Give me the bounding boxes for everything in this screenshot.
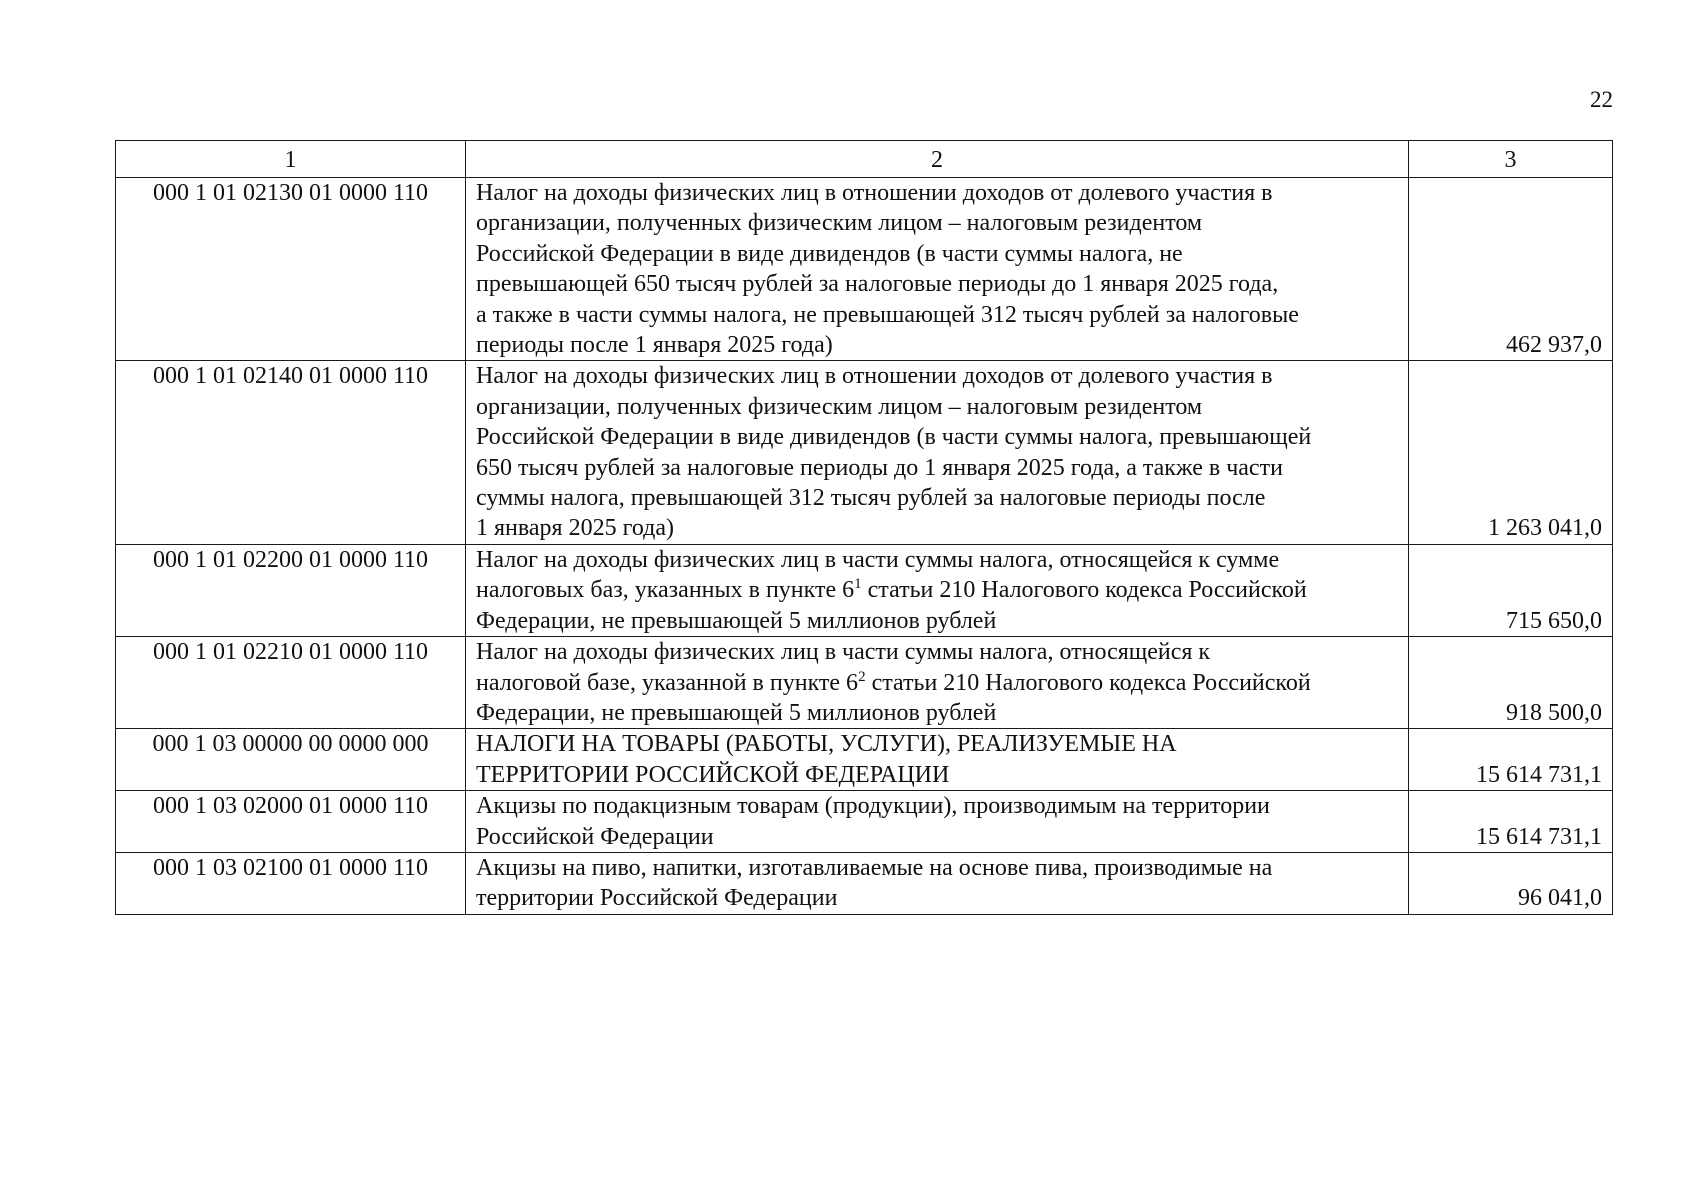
revenue-name-line: а также в части суммы налога, не превышающей 312 тысяч рублей за налоговые [476,301,1299,328]
table-row [116,544,1613,636]
table-row [116,361,1613,544]
revenue-name-line: Федерации, не превышающей 5 миллионов рублей [476,699,997,726]
superscript-index: 1 [854,576,862,593]
revenue-name-cell [466,729,1409,791]
table-row [116,729,1613,791]
revenue-name-line: 650 тысяч рублей за налоговые периоды до 1 января 2025 года, а также в части [476,454,1283,481]
budget-code-cell: 000 1 01 02210 01 0000 110 [116,637,466,729]
revenue-name-cell [466,361,1409,544]
page-number: 22 [1590,87,1613,112]
table-row [116,637,1613,729]
amount-cell: 96 041,0 [1409,852,1613,914]
budget-code-cell: 000 1 01 02200 01 0000 110 [116,544,466,636]
budget-code-cell: 000 1 01 02140 01 0000 110 [116,361,466,544]
revenue-name-line: Налог на доходы физических лиц в части суммы налога, относящейся к сумме [476,546,1280,573]
amount-cell: 918 500,0 [1409,637,1613,729]
column-header-amount: 3 [1409,141,1613,178]
table-row [116,791,1613,853]
revenue-name-line: суммы налога, превышающей 312 тысяч рублей за налоговые периоды после [476,485,1266,512]
revenue-name-line: Федерации, не превышающей 5 миллионов рублей [476,607,997,634]
table-row [116,852,1613,914]
revenue-name-line: Налог на доходы физических лиц в отношении доходов от долевого участия в [476,363,1273,390]
superscript-index: 2 [858,668,866,685]
budget-code-cell: 000 1 03 02000 01 0000 110 [116,791,466,853]
revenue-name-line: Российской Федерации [476,823,714,850]
amount-cell: 15 614 731,1 [1409,791,1613,853]
budget-revenue-table [115,140,1613,915]
amount-cell: 15 614 731,1 [1409,729,1613,791]
budget-code-cell: 000 1 01 02130 01 0000 110 [116,178,466,361]
revenue-name-line: Акцизы на пиво, напитки, изготавливаемые на основе пива, производимые на [476,854,1273,881]
revenue-name-cell [466,791,1409,853]
revenue-name-line: Налог на доходы физических лиц в части суммы налога, относящейся к [476,639,1211,666]
revenue-name-line: Российской Федерации в виде дивидендов (в части суммы налога, не [476,240,1183,267]
revenue-name-line: организации, полученных физическим лицом – налоговым резидентом [476,393,1203,420]
revenue-name-cell [466,637,1409,729]
column-header-name: 2 [466,141,1409,178]
revenue-name-line: Российской Федерации в виде дивидендов (в части суммы налога, превышающей [476,424,1312,451]
amount-cell: 462 937,0 [1409,178,1613,361]
revenue-name-line: Акцизы по подакцизным товарам (продукции), производимым на территории [476,793,1270,820]
table-row [116,178,1613,361]
revenue-name-cell [466,852,1409,914]
column-header-code: 1 [116,141,466,178]
table-header-row [116,141,1613,178]
revenue-name-line: налоговых баз, указанных в пункте $6^1$ статьи 210 Налогового кодекса Российской [476,576,1307,604]
revenue-name-line: периоды после 1 января 2025 года) [476,332,833,359]
revenue-name-cell [466,544,1409,636]
budget-code-cell: 000 1 03 02100 01 0000 110 [116,852,466,914]
revenue-name-line: 1 января 2025 года) [476,515,674,542]
revenue-name-cell [466,178,1409,361]
revenue-name-line: превышающей 650 тысяч рублей за налоговые периоды до 1 января 2025 года, [476,271,1279,298]
revenue-name-line: территории Российской Федерации [476,885,838,912]
revenue-name-line: ТЕРРИТОРИИ РОССИЙСКОЙ ФЕДЕРАЦИИ [476,761,950,788]
revenue-name-line: организации, полученных физическим лицом – налоговым резидентом [476,210,1203,237]
revenue-name-line: НАЛОГИ НА ТОВАРЫ (РАБОТЫ, УСЛУГИ), РЕАЛИЗУЕМЫЕ НА [476,731,1177,758]
revenue-name-line: Налог на доходы физических лиц в отношении доходов от долевого участия в [476,180,1273,206]
amount-cell: 715 650,0 [1409,544,1613,636]
budget-code-cell: 000 1 03 00000 00 0000 000 [116,729,466,791]
revenue-name-line: налоговой базе, указанной в пункте $6^2$ статьи 210 Налогового кодекса Российской [476,668,1311,696]
amount-cell: 1 263 041,0 [1409,361,1613,544]
